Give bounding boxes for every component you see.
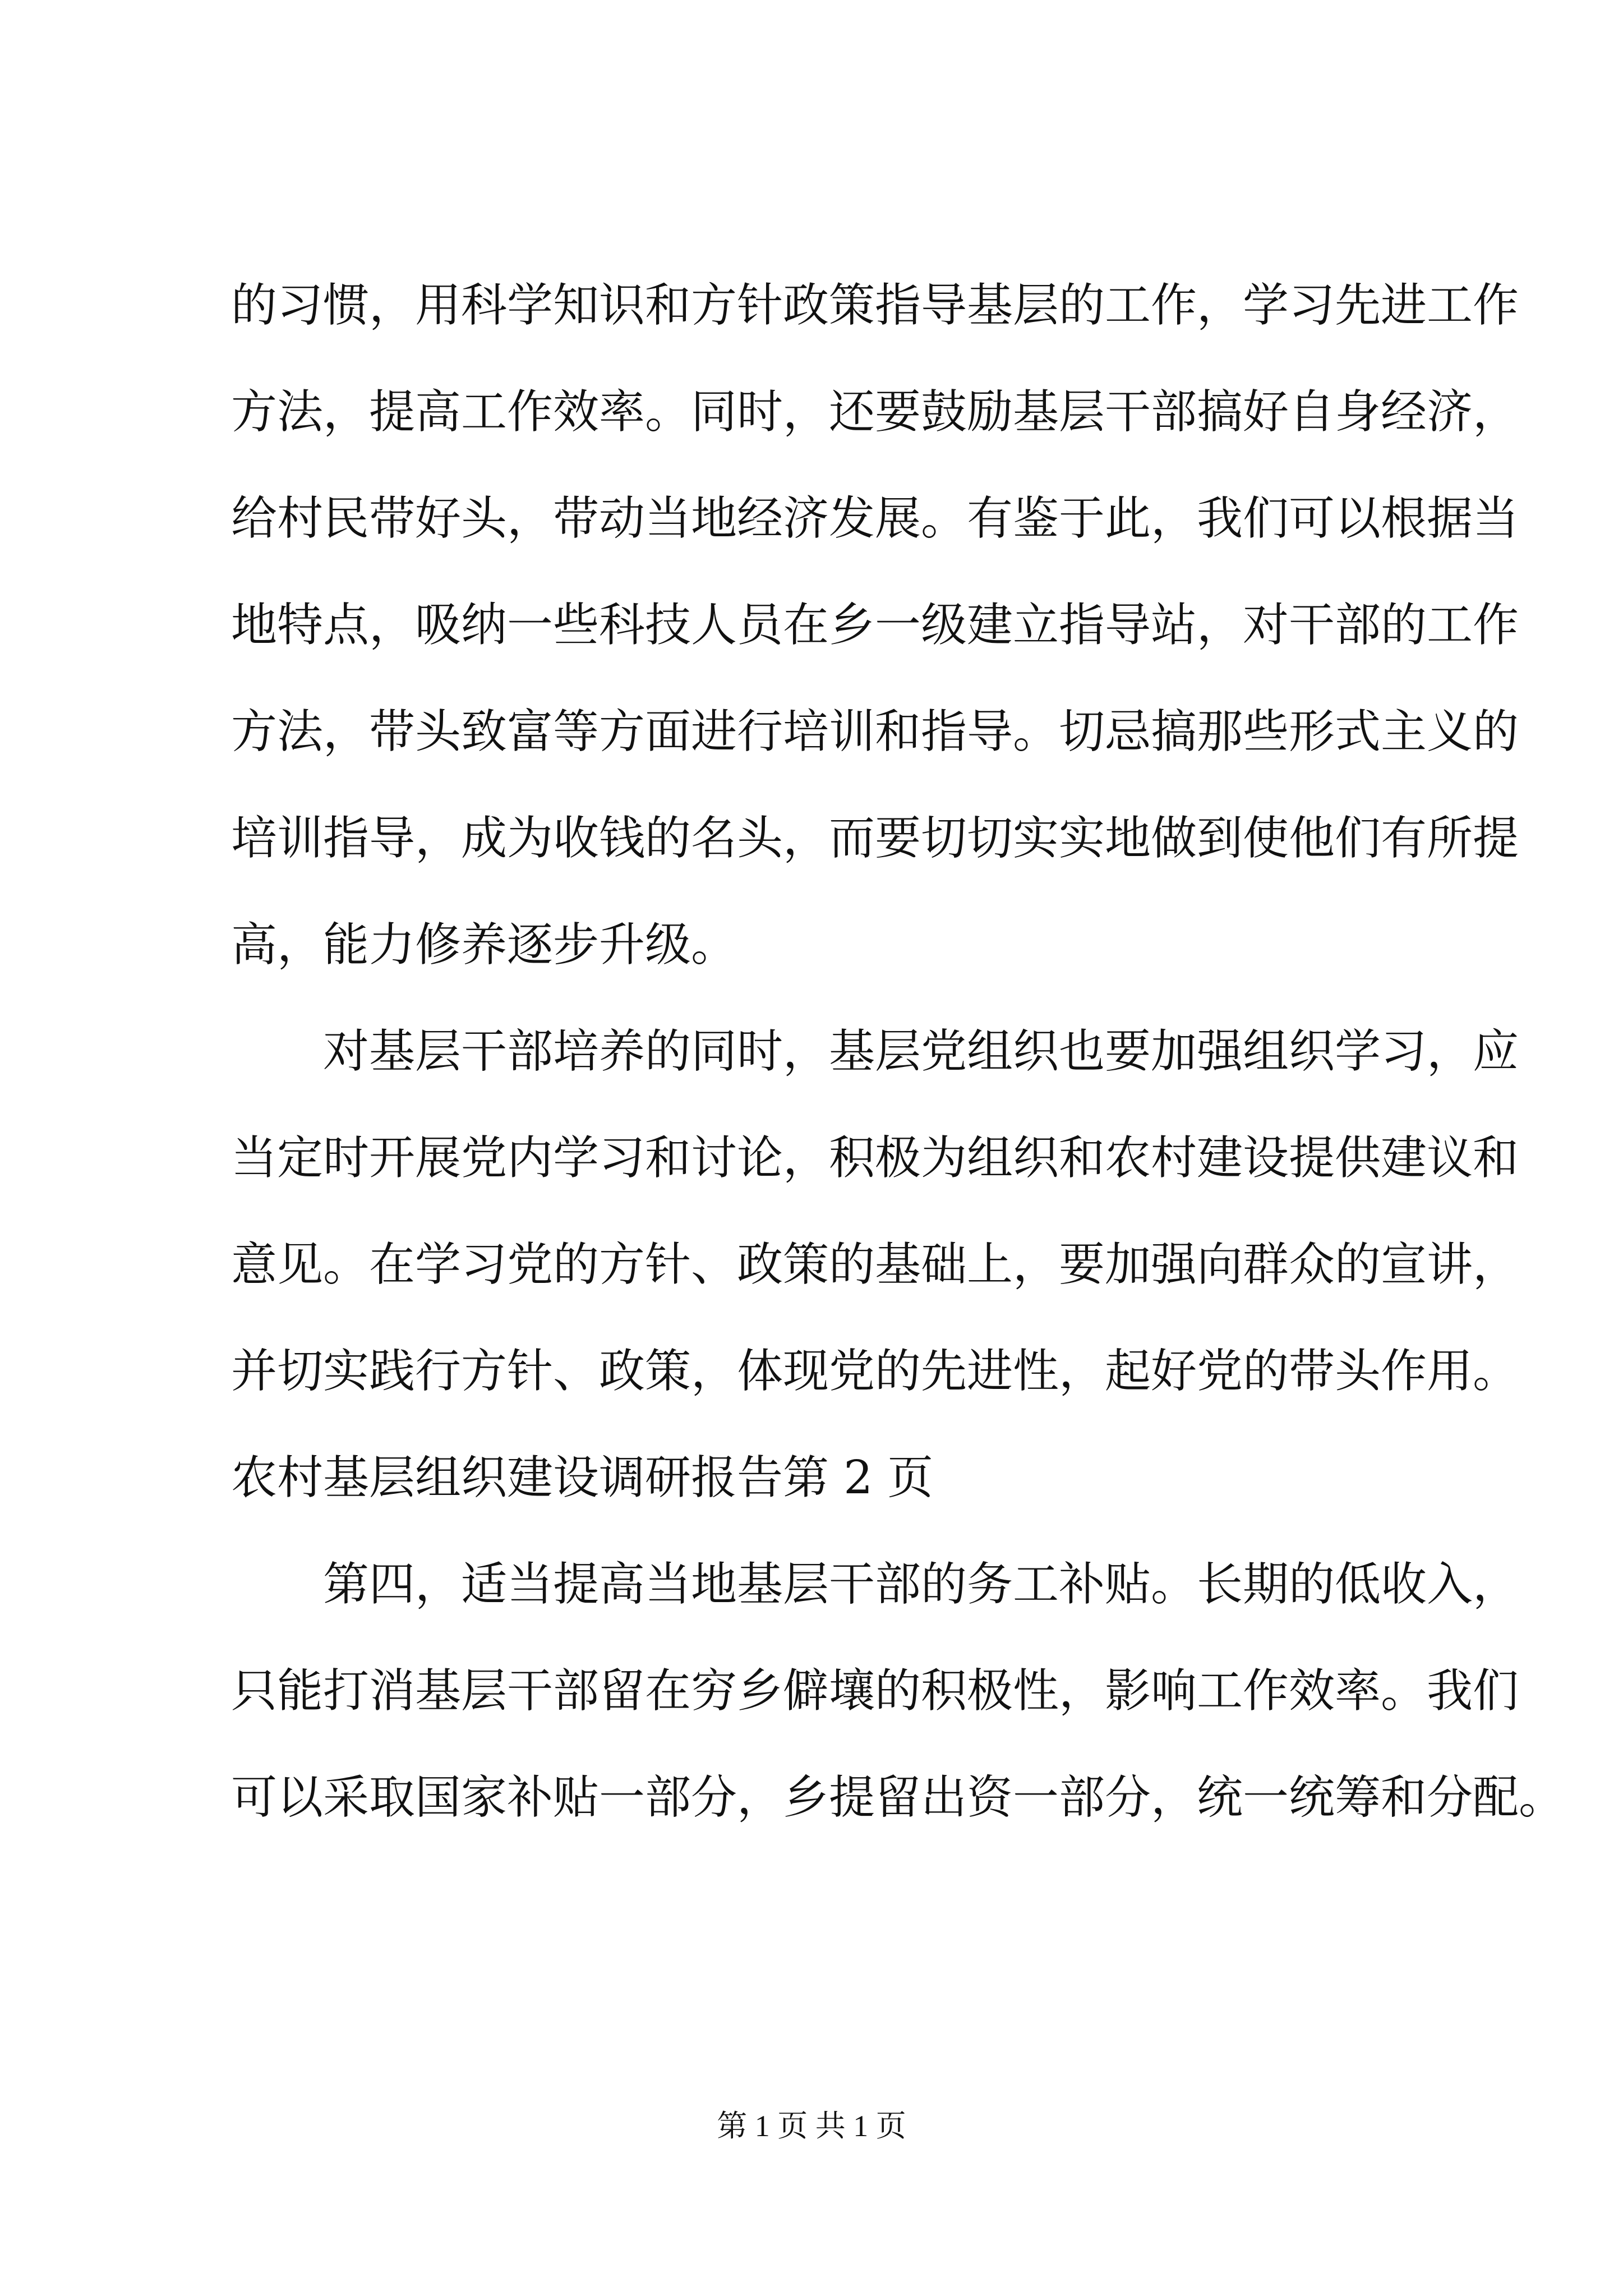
text-line: 培训指导，成为收钱的名头，而要切切实实地做到使他们有所提: [231, 812, 1519, 865]
text-line: 方法，提高工作效率。同时，还要鼓励基层干部搞好自身经济，: [231, 385, 1519, 439]
page-footer: 第 1 页 共 1 页: [717, 2109, 906, 2143]
text-line: 只能打消基层干部留在穷乡僻壤的积极性，影响工作效率。我们: [231, 1664, 1519, 1718]
text-line: 地特点，吸纳一些科技人员在乡一级建立指导站，对干部的工作: [231, 599, 1519, 652]
text-line: 当定时开展党内学习和讨论，积极为组织和农村建设提供建议和: [231, 1131, 1519, 1185]
document-body: [231, 252, 1565, 1851]
text-line: 意见。在学习党的方针、政策的基础上，要加强向群众的宣讲，: [231, 1238, 1519, 1291]
text-line: 并切实践行方针、政策，体现党的先进性，起好党的带头作用。: [231, 1345, 1519, 1398]
text-line: 给村民带好头，带动当地经济发展。有鉴于此，我们可以根据当: [231, 492, 1519, 545]
paragraph-first-line: 对基层干部培养的同时，基层党组织也要加强组织学习，应: [323, 1025, 1519, 1078]
paragraph-first-line: 第四，适当提高当地基层干部的务工补贴。长期的低收入，: [323, 1558, 1519, 1611]
text-line: 可以采取国家补贴一部分，乡提留出资一部分，统一统筹和分配。: [231, 1771, 1565, 1824]
text-line: 高，能力修养逐步升级。: [231, 918, 737, 972]
text-line: 的习惯，用科学知识和方针政策指导基层的工作，学习先进工作: [231, 279, 1519, 332]
page-separator-label: 农村基层组织建设调研报告第 2 页: [231, 1451, 934, 1504]
text-line: 方法，带头致富等方面进行培训和指导。切忌搞那些形式主义的: [231, 705, 1519, 758]
